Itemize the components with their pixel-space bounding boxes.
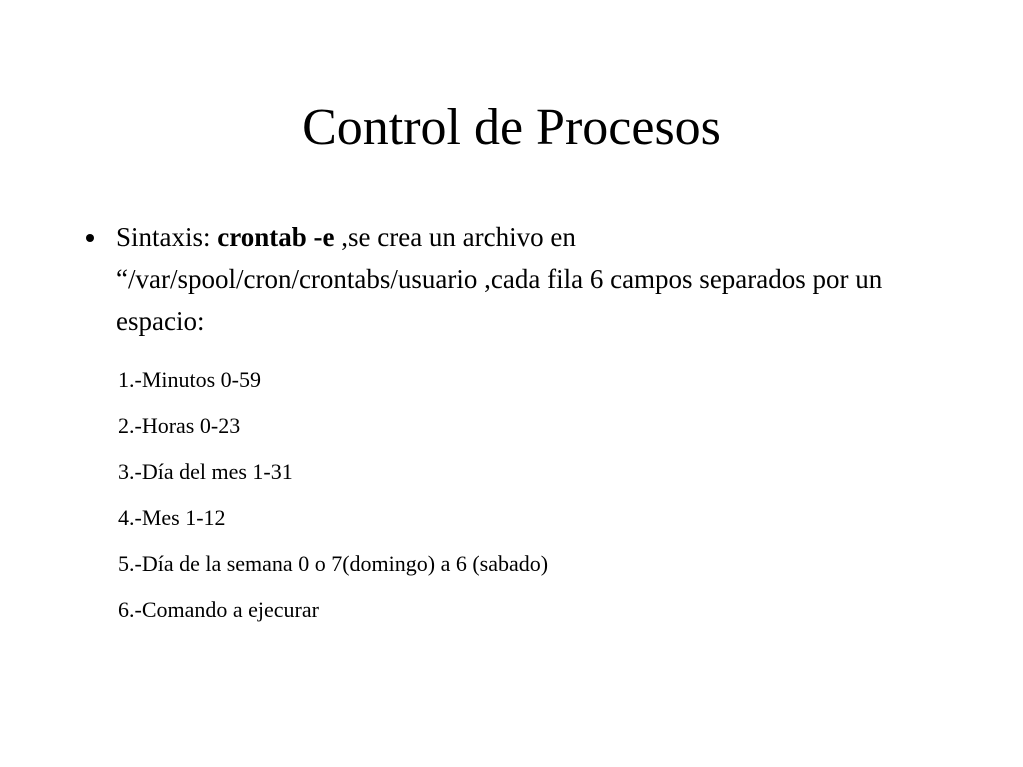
slide-title: Control de Procesos — [302, 99, 721, 156]
field-item-command: 6.-Comando a ejecurar — [118, 597, 319, 622]
bullet-item — [86, 216, 926, 342]
bullet-text — [116, 216, 926, 342]
syntax-label: Sintaxis: — [116, 222, 218, 252]
field-item-day-of-month: 3.-Día del mes 1-31 — [118, 459, 293, 484]
field-item-minutes: 1.-Minutos 0-59 — [118, 367, 261, 392]
command-text: crontab -e — [217, 222, 335, 252]
field-item-month: 4.-Mes 1-12 — [118, 505, 226, 530]
field-list — [118, 357, 548, 633]
syntax-description: ,se crea un archivo en “/var/spool/cron/crontabs/usuario ,cada fila 6 campos separados por un espacio: — [116, 222, 883, 336]
field-item-day-of-week: 5.-Día de la semana 0 o 7(domingo) a 6 (sabado) — [118, 551, 549, 576]
bullet-dot-icon — [86, 234, 94, 242]
field-item-hours: 2.-Horas 0-23 — [118, 413, 241, 438]
